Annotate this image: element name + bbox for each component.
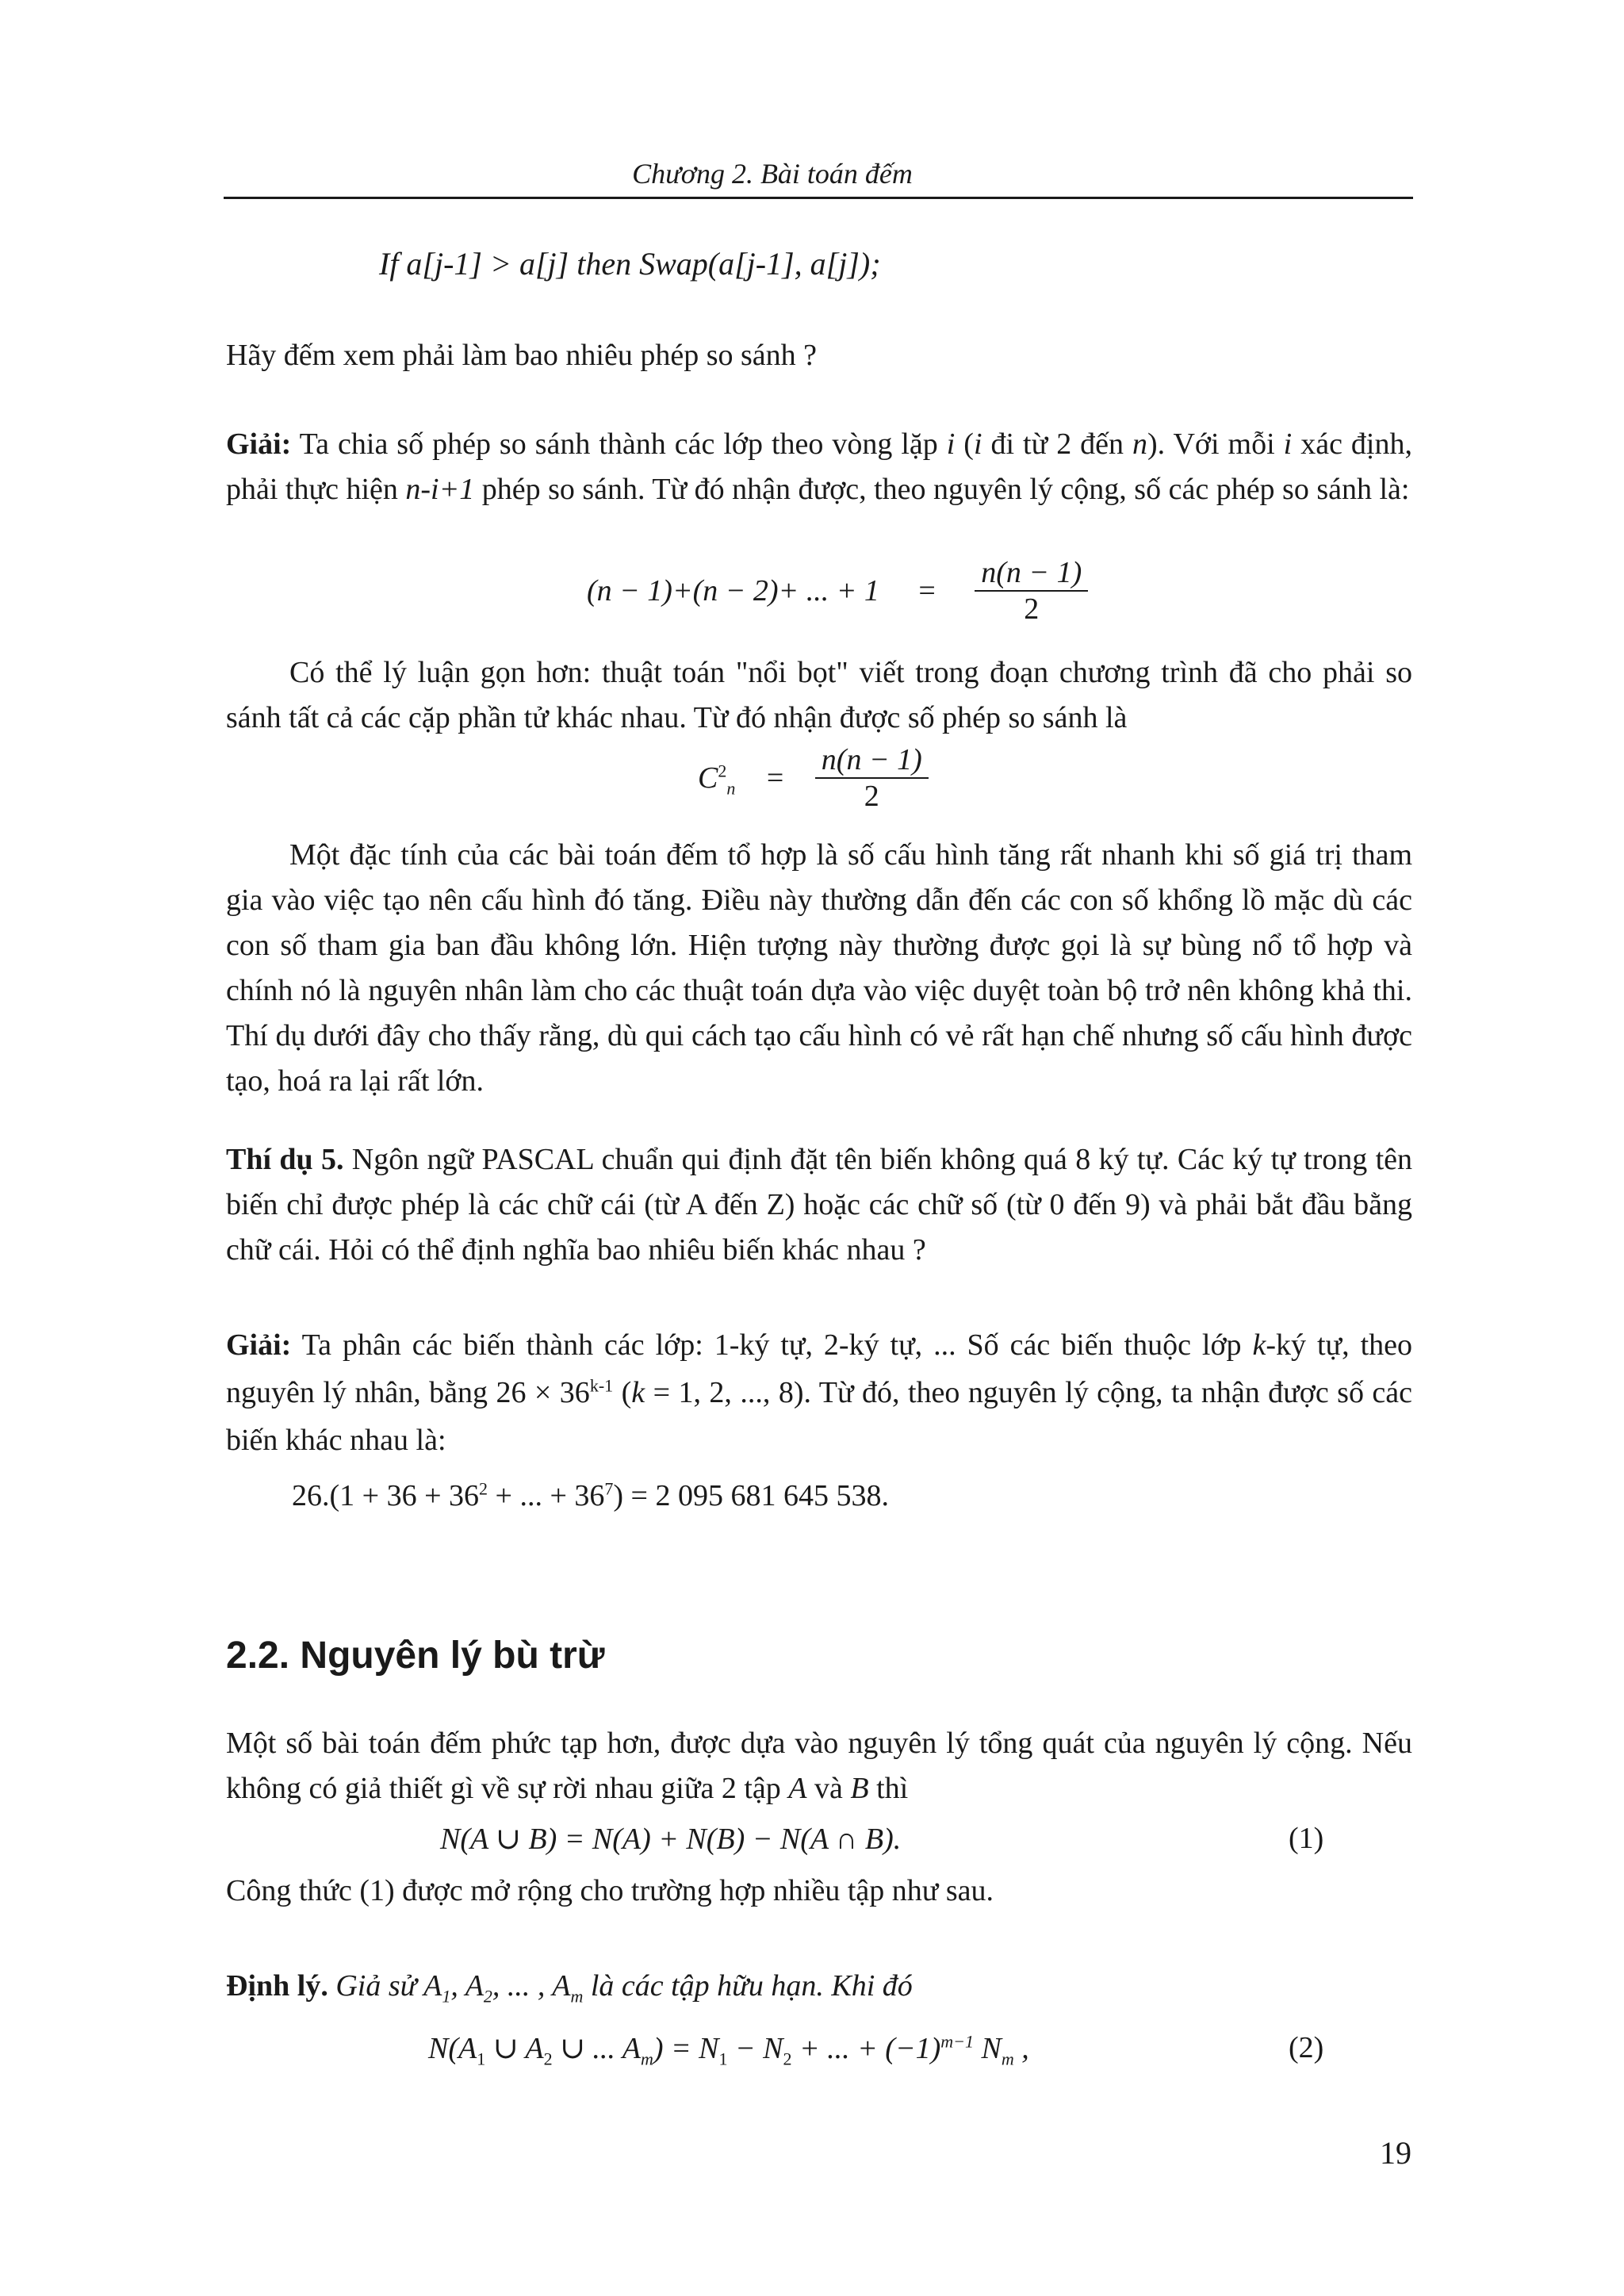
solution-label: Giải: [226,1328,292,1362]
solution-text: Ta phân các biến thành các lớp: 1-ký tự, 2-ký tự, ... Số các biến thuộc lớp [291,1328,1253,1362]
solution-text: ( [613,1376,632,1409]
example-text: Ngôn ngữ PASCAL chuẩn qui định đặt tên biến không quá 8 ký tự. Các ký tự trong tên biến chỉ được phép là các chữ cái (từ A đến Z) hoặc các chữ số (từ 0 đến 9) và phải bắt đầu bằng chữ cái. Hỏi có thể định nghĩa bao nhiêu biến khác nhau ? [226,1143,1413,1267]
paragraph-extension: Công thức (1) được mở rộng cho trường hợp nhiều tập như sau. [226,1874,994,1907]
theorem: Định lý. Giả sử $A_1$, $A_2$, ... , $A_m$ là các tập hữu hạn. Khi đó [226,1969,913,2007]
fraction-numerator: n(n − 1) [981,556,1082,589]
equation-2: $N(A_1$ ∪ $A_2$ ∪ ... $A_m) = N_1 - N_2$ + ... + $(-1)^{m-1}$ $N_m$ , [428,2031,1029,2069]
paragraph-bubble-sort: Có thể lý luận gọn hơn: thuật toán "nổi bọt" viết trong đoạn chương trình đã cho phải so sánh tất cả các cặp phần tử khác nhau. Từ đó nhận được số phép so sánh là [226,656,1412,734]
solution-text: ). Với mỗi [1147,427,1284,461]
equation-sum [587,555,1088,627]
header-rule [224,197,1413,199]
example-5 [226,1137,1412,1273]
solution-text: phép so sánh. Từ đó nhận được, theo nguyên lý cộng, số các phép so sánh là: [474,473,1410,506]
fraction-numerator: n(n − 1) [821,743,922,776]
solution-text: đi từ 2 đến [982,427,1133,461]
page-number: 19 [1380,2135,1411,2171]
combination-symbol: $C^2_n$ [698,761,736,799]
expression: n-i+1 [405,473,475,506]
variable: i [1283,427,1293,461]
variable: i [973,427,982,461]
solution-text: = 1, 2, ..., 8). Từ đó, theo nguyên lý cộng, ta nhận được số các biến khác nhau là: [226,1376,1413,1457]
solution-text: ( [955,427,974,461]
example-label: Thí dụ 5. [226,1143,344,1176]
variable: k [1252,1328,1266,1362]
fraction-denominator: 2 [975,590,1088,627]
fraction [815,742,929,814]
code-line: If a[j-1] > a[j] then Swap(a[j-1], a[j]); [379,246,881,282]
section-number: 2.2. [226,1635,290,1677]
equation-lhs: (n − 1)+(n − 2)+ ... + 1 [587,574,879,608]
variable: k [631,1376,645,1409]
equals-sign: = [766,761,784,795]
question-text: Hãy đếm xem phải làm bao nhiêu phép so sánh ? [226,339,818,372]
paragraph-combinatorial-explosion: Một đặc tính của các bài toán đếm tổ hợp là số cấu hình tăng rất nhanh khi số giá trị tham gia vào việc tạo nên cấu hình đó tăng. Điều này thường dẫn đến các con số khổng lồ mặc dù các con số tham gia ban đầu không lớn. Hiện tượng này thường được gọi là sự bùng nổ tổ hợp và chính nó là nguyên nhân làm cho các thuật toán dựa vào việc duyệt toàn bộ trở nên không khả thi. Thí dụ dưới đây cho thấy rằng, dù qui cách tạo cấu hình có vẻ rất hạn chế nhưng số cấu hình được tạo, hoá ra lại rất lớn. [226,838,1412,1098]
equation-combination [698,742,929,814]
running-title: Chương 2. Bài toán đếm [632,158,913,190]
running-header [0,157,1545,190]
equation-number-2: (2) [1289,2031,1324,2064]
theorem-label: Định lý. [226,1969,328,2003]
solution-label: Giải: [226,427,292,461]
solution-paragraph-2 [226,1321,1412,1464]
section-title: Nguyên lý bù trừ [300,1635,605,1677]
solution-paragraph-1 [226,422,1412,512]
equation-1: N(A ∪ B) = N(A) + N(B) − N(A ∩ B). [440,1823,902,1856]
solution-text: Ta chia số phép so sánh thành các lớp theo vòng lặp [299,427,947,461]
equation-number-1: (1) [1289,1822,1324,1855]
equation-variable-count: $26.(1 + 36 + 36^2$ + ... + $36^7) = 2$ 095 681 645 538. [292,1478,889,1512]
variable: n [1132,427,1148,461]
exponent: k-1 [589,1375,614,1396]
equals-sign: = [918,574,936,608]
variable: i [946,427,956,461]
fraction [975,555,1088,627]
solution-text: xác định, phải thực hiện [226,427,1412,506]
solution-text: -ký tự, theo nguyên lý nhân, bằng 26 × 36 [226,1328,1412,1409]
section-heading [226,1634,605,1677]
fraction-denominator: 2 [815,777,929,814]
paragraph-inclusion-exclusion-intro: Một số bài toán đếm phức tạp hơn, được dựa vào nguyên lý tổng quát của nguyên lý cộng. Nếu không có giả thiết gì về sự rời nhau giữa 2 tập A và B thì [226,1727,1412,1805]
